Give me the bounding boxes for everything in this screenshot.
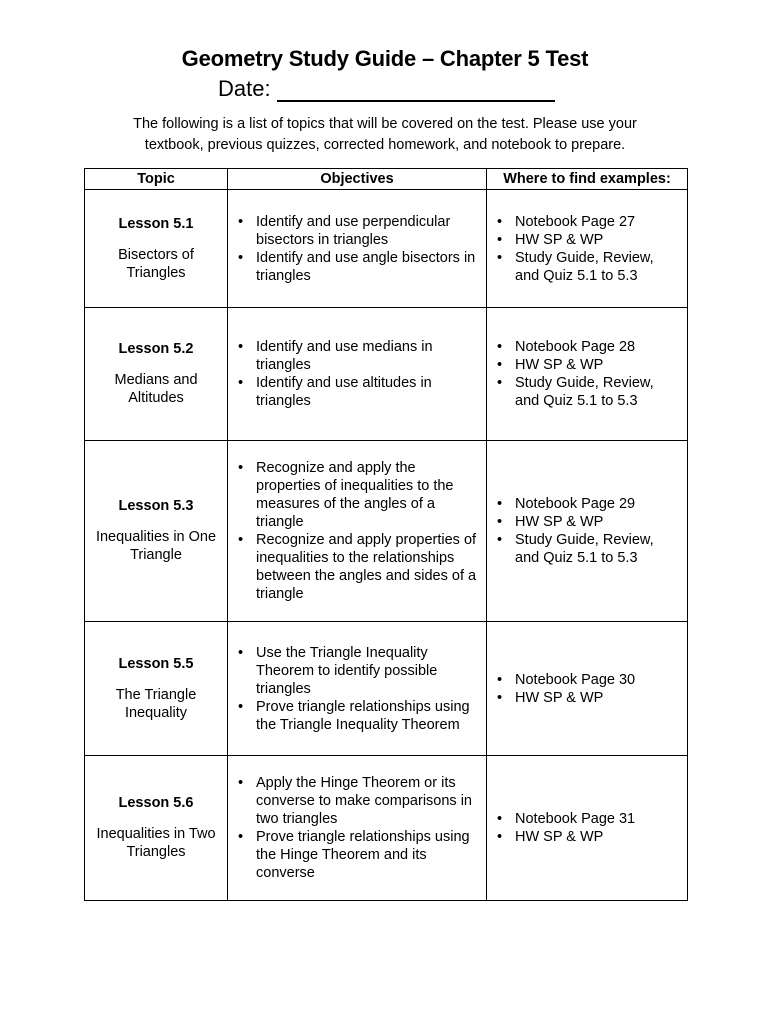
table-body [85,190,688,901]
examples-cell [487,622,688,756]
objectives-cell [228,756,487,901]
column-header-examples: Where to find examples: [487,169,688,190]
date-row [218,76,555,102]
examples-list [487,213,687,285]
example-item: • HW SP & WP [497,356,681,374]
lesson-topic-line: Inequalities in One [95,529,217,545]
objective-item: • Recognize and apply properties of inequalities to the relationships between the angles and sides of a triangle [238,531,480,603]
objective-item: • Recognize and apply the properties of inequalities to the measures of the angles of a triangle [238,459,480,531]
date-blank-line [277,78,555,102]
objectives-list [228,338,486,410]
table-row [85,756,688,901]
column-header-topic: Topic [85,169,228,190]
topic-cell [85,308,228,441]
topic-cell [85,441,228,622]
example-item: • Study Guide, Review, and Quiz 5.1 to 5.3 [497,374,681,410]
objective-item: • Identify and use perpendicular bisectors in triangles [238,213,480,249]
examples-list [487,495,687,567]
lesson-topic-line: Inequalities in Two [96,826,216,842]
example-item: • HW SP & WP [497,231,681,249]
example-item: • Notebook Page 27 [497,213,681,231]
objective-item: • Identify and use altitudes in triangles [238,374,480,410]
lesson-number: Lesson 5.2 [118,341,194,357]
lesson-number: Lesson 5.3 [118,498,194,514]
table-row [85,190,688,308]
example-item: • Notebook Page 29 [497,495,681,513]
date-label: Date: [218,76,271,101]
lesson-topic-line: Bisectors of [118,246,194,263]
intro-paragraph [95,114,675,156]
examples-list [487,810,687,846]
objectives-cell [228,190,487,308]
intro-line-2: textbook, previous quizzes, corrected homework, and notebook to prepare. [144,137,626,153]
topic-cell [85,756,228,901]
examples-list [487,671,687,707]
intro-line-1: The following is a list of topics that will be covered on the test. Please use your [133,116,637,132]
lesson-number: Lesson 5.6 [118,795,194,811]
topics-table [84,168,688,901]
lesson-topic-line: Medians and [114,372,198,388]
lesson-topic-line: Triangles [126,264,186,281]
objective-item: • Prove triangle relationships using the Hinge Theorem and its converse [238,828,480,882]
table-header-row [85,169,688,190]
example-item: • Notebook Page 28 [497,338,681,356]
objectives-list [228,644,486,734]
objectives-list [228,213,486,285]
topic-cell [85,190,228,308]
lesson-topic-line: Triangles [126,844,186,860]
examples-cell [487,190,688,308]
topic-cell [85,622,228,756]
table-row [85,441,688,622]
example-item: • Study Guide, Review, and Quiz 5.1 to 5.3 [497,249,681,285]
example-item: • HW SP & WP [497,513,681,531]
lesson-topic-line: Inequality [124,704,188,721]
lesson-number: Lesson 5.1 [118,215,194,232]
objective-item: • Identify and use medians in triangles [238,338,480,374]
objectives-list [228,774,486,882]
example-item: • Notebook Page 30 [497,671,681,689]
example-item: • HW SP & WP [497,689,681,707]
examples-list [487,338,687,410]
example-item: • Study Guide, Review, and Quiz 5.1 to 5.3 [497,531,681,567]
objective-item: • Prove triangle relationships using the Triangle Inequality Theorem [238,698,480,734]
examples-cell [487,308,688,441]
page-title: Geometry Study Guide – Chapter 5 Test [181,46,589,71]
lesson-number: Lesson 5.5 [118,655,194,672]
table-row [85,622,688,756]
lesson-topic-line: Triangle [130,547,182,563]
examples-cell [487,756,688,901]
example-item: • HW SP & WP [497,828,681,846]
objectives-cell [228,622,487,756]
column-header-objectives: Objectives [228,169,487,190]
lesson-topic-line: The Triangle [115,686,197,703]
lesson-topic-line: Altitudes [128,390,184,406]
objectives-list [228,459,486,603]
objectives-cell [228,441,487,622]
objective-item: • Apply the Hinge Theorem or its converse to make comparisons in two triangles [238,774,480,828]
examples-cell [487,441,688,622]
objective-item: • Identify and use angle bisectors in triangles [238,249,480,285]
objectives-cell [228,308,487,441]
table-row [85,308,688,441]
example-item: • Notebook Page 31 [497,810,681,828]
objective-item: • Use the Triangle Inequality Theorem to identify possible triangles [238,644,480,698]
